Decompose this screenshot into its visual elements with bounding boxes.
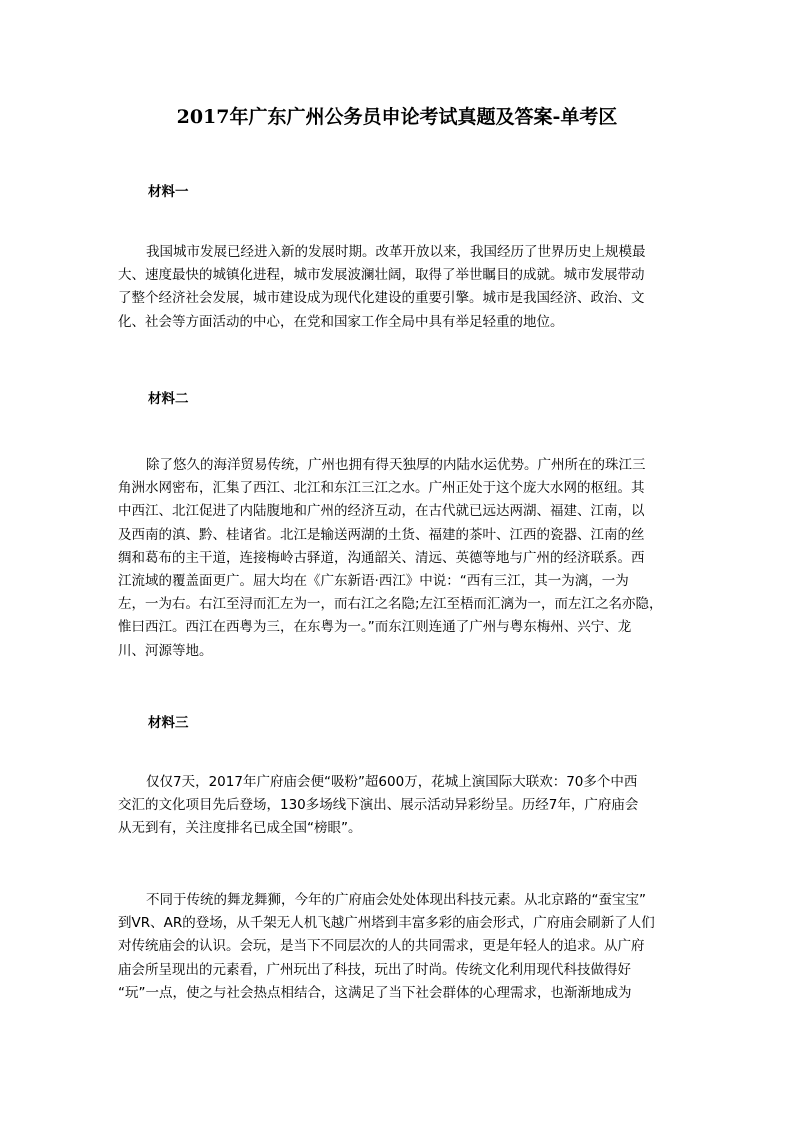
document-title: 2017年广东广州公务员申论考试真题及答案-单考区 xyxy=(176,106,618,128)
paragraph-line: 大、速度最快的城镇化进程，城市发展波澜壮阔，取得了举世瞩目的成就。城市发展带动 xyxy=(118,267,645,284)
paragraph-line: 了整个经济社会发展，城市建设成为现代化建设的重要引擎。城市是我国经济、政治、文 xyxy=(118,290,645,307)
paragraph-line: 绸和葛布的主干道，连接梅岭古驿道，沟通韶关、清远、英德等地与广州的经济联系。西 xyxy=(118,549,645,566)
section-1-paragraph-1 xyxy=(118,241,678,334)
paragraph-line: 不同于传统的舞龙舞狮，今年的广府庙会处处体现出科技元素。从北京路的“蚕宝宝” xyxy=(146,892,646,908)
paragraph-line: 从无到有，关注度排名已成全国“榜眼”。 xyxy=(118,820,362,837)
section-2-paragraph-1 xyxy=(118,454,678,663)
paragraph-line: 对传统庙会的认识。会玩，是当下不同层次的人的共同需求，更是年轻人的追求。从广府 xyxy=(118,938,645,955)
section-3-paragraph-2 xyxy=(118,889,678,1005)
paragraph-line: 江流域的覆盖面更广。屈大均在《广东新语·西江》中说：“西有三江，其一为漓，一为 xyxy=(118,573,629,590)
paragraph-line: 惟曰西江。西江在西粤为三，在东粤为一。”而东江则连通了广州与粤东梅州、兴宁、龙 xyxy=(118,619,632,636)
paragraph-line: 除了悠久的海洋贸易传统，广州也拥有得天独厚的内陆水运优势。广州所在的珠江三 xyxy=(146,457,646,473)
paragraph-line: 化、社会等方面活动的中心，在党和国家工作全局中具有举足轻重的地位。 xyxy=(118,313,564,330)
section-3-paragraph-1 xyxy=(118,771,678,841)
paragraph-line: 及西南的滇、黔、桂诸省。北江是输送两湖的土货、福建的茶叶、江西的瓷器、江南的丝 xyxy=(118,526,645,543)
paragraph-line: 中西江、北江促进了内陆腹地和广州的经济互动，在古代就已远达两湖、福建、江南，以 xyxy=(118,503,645,520)
paragraph-line: 交汇的文化项目先后登场，130多场线下演出、展示活动异彩纷呈。历经7年，广府庙会 xyxy=(118,797,639,814)
section-heading-material-1: 材料一 xyxy=(148,184,189,200)
paragraph-line: 到VR、AR的登场，从千架无人机飞越广州塔到丰富多彩的庙会形式，广府庙会刷新了人们 xyxy=(118,915,655,932)
paragraph-line: 庙会所呈现出的元素看，广州玩出了科技，玩出了时尚。传统文化利用现代科技做得好 xyxy=(118,961,631,978)
paragraph-line: 左，一为右。右江至浔而汇左为一，而右江之名隐;左江至梧而汇漓为一，而左江之名亦隐， xyxy=(118,596,663,613)
paragraph-line: 我国城市发展已经进入新的发展时期。改革开放以来，我国经历了世界历史上规模最 xyxy=(146,244,646,260)
section-heading-material-2: 材料二 xyxy=(148,391,189,407)
paragraph-line: 川、河源等地。 xyxy=(118,642,213,659)
section-heading-material-3: 材料三 xyxy=(148,715,189,731)
paragraph-line: 角洲水网密布，汇集了西江、北江和东江三江之水。广州正处于这个庞大水网的枢纽。其 xyxy=(118,480,645,497)
paragraph-line: 仅仅7天，2017年广府庙会便“吸粉”超600万，花城上演国际大联欢：70多个中西 xyxy=(146,774,638,790)
paragraph-line: “玩”一点，使之与社会热点相结合，这满足了当下社会群体的心理需求，也渐渐地成为 xyxy=(118,984,632,1001)
